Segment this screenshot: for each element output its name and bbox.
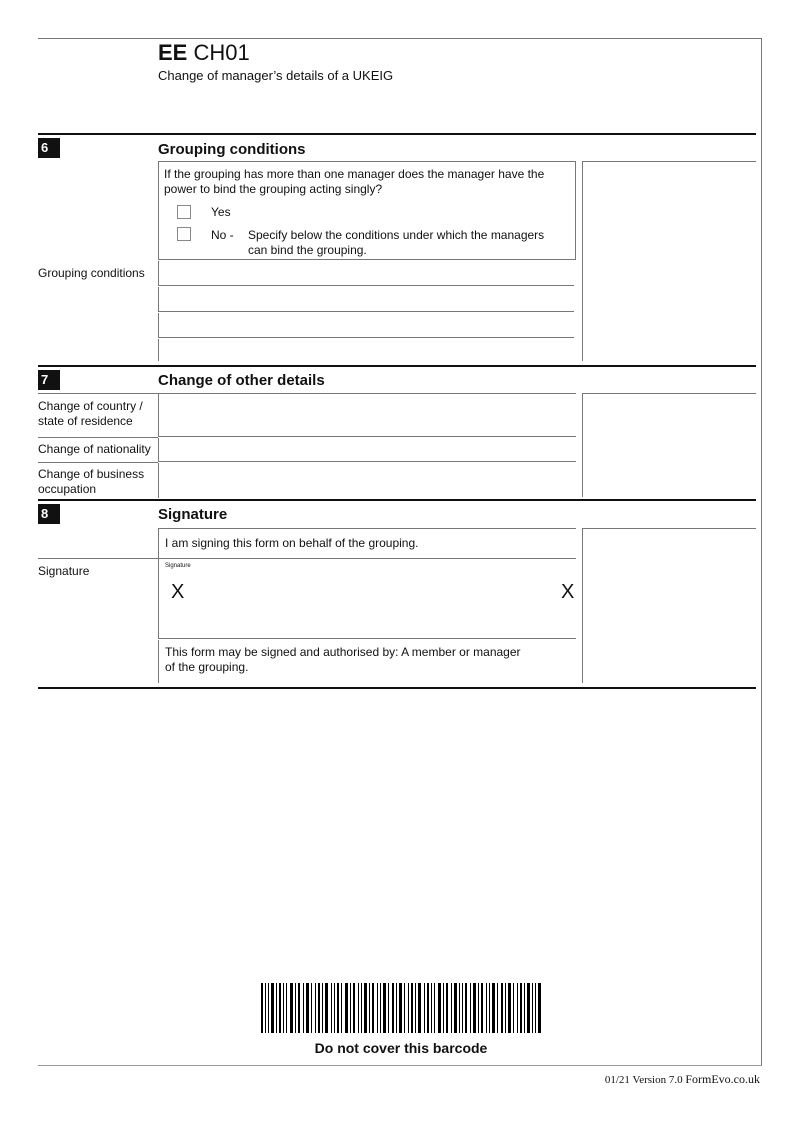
brand-text: FormEvo.co.uk: [685, 1072, 760, 1086]
country-label: Change of country / state of residence: [38, 399, 143, 428]
section6-question: If the grouping has more than one manager does the manager have the power to bind the grouping acting singly?: [164, 167, 545, 196]
section6-title-rule: [158, 161, 576, 162]
nationality-field[interactable]: [158, 438, 576, 462]
section6-side-divider: [582, 161, 583, 361]
section7-number: 7: [38, 370, 60, 390]
version-text: 01/21 Version 7.0: [604, 1074, 683, 1086]
signature-box[interactable]: [158, 559, 576, 639]
signing-statement: I am signing this form on behalf of the grouping.: [165, 536, 419, 550]
yes-checkbox[interactable]: [177, 205, 191, 219]
section6-question-left-rule: [158, 161, 159, 259]
section8-side-rule: [582, 528, 756, 529]
section7-side-divider: [582, 393, 583, 497]
section6-number: 6: [38, 138, 60, 158]
statement-left-rule: [158, 528, 159, 558]
signature-note: This form may be signed and authorised by: A member or manager of the grouping.: [165, 645, 521, 674]
yes-label: Yes: [211, 205, 231, 219]
section6-title: Grouping conditions: [158, 141, 306, 158]
form-title: [158, 40, 250, 66]
section7-top-rule: [38, 365, 756, 367]
country-row-rule: [38, 437, 158, 438]
grouping-conditions-line-2[interactable]: [158, 287, 574, 312]
section8-title-rule: [158, 528, 576, 529]
section8-side-divider: [582, 528, 583, 683]
country-field[interactable]: [158, 394, 576, 437]
grouping-conditions-line-4[interactable]: [158, 339, 574, 361]
grouping-conditions-line-1[interactable]: [158, 261, 574, 286]
section8-top-rule: [38, 499, 756, 501]
signature-mark-right: X: [561, 581, 575, 603]
form-prefix: EE: [158, 40, 188, 65]
section8-title: Signature: [158, 506, 228, 523]
section6-question-right-rule: [575, 161, 576, 259]
no-note: Specify below the conditions under which the managers can bind the grouping.: [248, 228, 545, 257]
section8-number: 8: [38, 504, 60, 524]
section8-bottom-rule: [38, 687, 756, 689]
signature-mark-left: X: [171, 581, 185, 603]
nationality-label: Change of nationality: [38, 442, 151, 456]
section6-side-rule: [582, 161, 756, 162]
occupation-field[interactable]: [158, 463, 576, 498]
occupation-label: Change of business occupation: [38, 467, 145, 496]
grouping-conditions-line-3[interactable]: [158, 313, 574, 338]
page-right-rule: [761, 38, 762, 1065]
no-checkbox[interactable]: [177, 227, 191, 241]
footer-rule: [38, 1065, 762, 1066]
footer-version: [605, 1072, 760, 1087]
signature-label: Signature: [38, 564, 90, 578]
section7-side-rule: [582, 393, 756, 394]
grouping-conditions-label: Grouping conditions: [38, 266, 145, 280]
form-subtitle: Change of manager’s details of a UKEIG: [158, 68, 394, 83]
page-top-rule: [38, 38, 762, 39]
nationality-row-rule: [38, 462, 158, 463]
note-left-rule: [158, 640, 159, 683]
section6-question-bottom: [158, 259, 576, 260]
barcode: [261, 983, 541, 1033]
section6-top-rule: [38, 133, 756, 135]
no-label: No -: [211, 228, 234, 242]
signature-box-caption: Signature: [165, 563, 191, 569]
form-code: CH01: [193, 40, 250, 65]
section7-title: Change of other details: [158, 372, 325, 389]
barcode-caption: Do not cover this barcode: [314, 1040, 488, 1056]
